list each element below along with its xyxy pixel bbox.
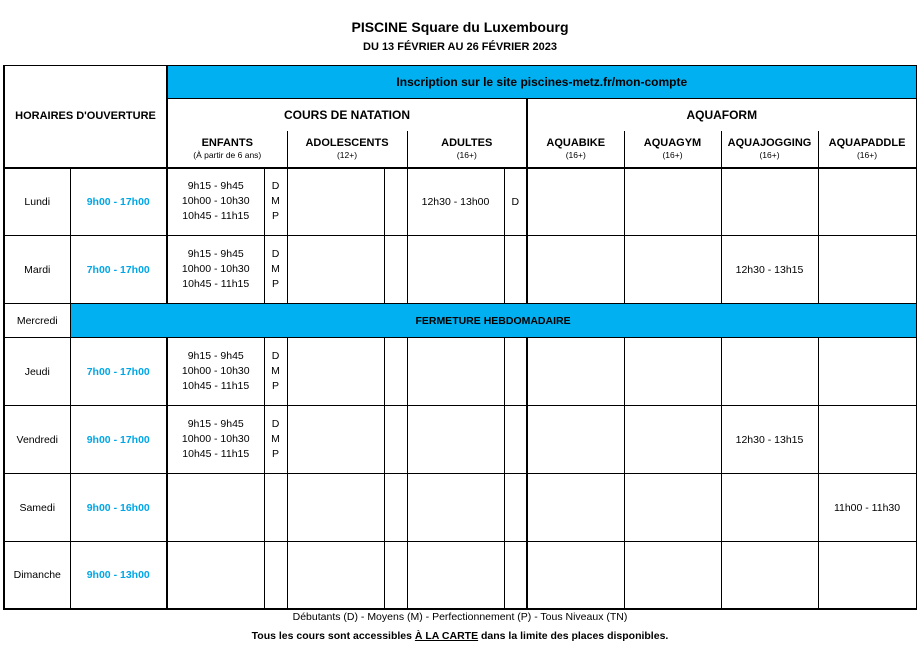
adultes-times xyxy=(407,406,504,474)
adolescents-times xyxy=(287,338,384,406)
level: D xyxy=(271,248,280,260)
row-jeudi xyxy=(4,338,916,406)
level: P xyxy=(271,210,279,223)
opening-hours: 7h00 - 17h00 xyxy=(70,236,167,304)
level: P xyxy=(271,278,279,290)
aquabike-header xyxy=(527,131,624,168)
day-name: Lundi xyxy=(4,168,70,236)
adultes-label: ADULTES xyxy=(441,137,493,149)
aquajogging-header xyxy=(721,131,818,168)
enfants-times xyxy=(167,542,264,609)
aquajogging-cell xyxy=(721,542,818,609)
level: M xyxy=(271,195,280,208)
enfants-times xyxy=(167,474,264,542)
level: P xyxy=(271,380,279,392)
level-legend: Débutants (D) - Moyens (M) - Perfectionnement (P) - Tous Niveaux (TN) xyxy=(292,611,628,623)
adultes-levels xyxy=(504,338,527,406)
time-slot: 9h15 - 9h45 xyxy=(187,350,244,362)
day-name: Mercredi xyxy=(4,304,70,338)
aquapaddle-age: (16+) xyxy=(856,150,878,160)
time-slot: 10h45 - 11h15 xyxy=(182,448,250,460)
inscription-banner: Inscription sur le site piscines-metz.fr/mon-compte xyxy=(167,66,916,99)
schedule-table xyxy=(3,65,917,610)
adultes-levels xyxy=(504,542,527,609)
adultes-times xyxy=(407,338,504,406)
level: D xyxy=(271,180,280,193)
aquabike-cell xyxy=(527,168,624,236)
enfants-age: (À partir de 6 ans) xyxy=(193,150,262,160)
header-row-1 xyxy=(4,66,916,99)
adultes-times xyxy=(407,474,504,542)
adolescents-levels xyxy=(384,474,407,542)
row-dimanche xyxy=(4,542,916,609)
time-slot: 9h15 - 9h45 xyxy=(187,248,244,260)
aquajogging-age: (16+) xyxy=(759,150,780,160)
opening-hours: 9h00 - 16h00 xyxy=(70,474,167,542)
enfants-times xyxy=(167,168,264,236)
aquabike-cell xyxy=(527,236,624,304)
row-lundi xyxy=(4,168,916,236)
aquajogging-label: AQUAJOGGING xyxy=(727,137,812,149)
adultes-levels: D xyxy=(504,168,527,236)
aquajogging-cell xyxy=(721,168,818,236)
aquapaddle-cell xyxy=(818,236,916,304)
enfants-label: ENFANTS xyxy=(201,137,253,149)
day-name: Dimanche xyxy=(4,542,70,609)
enfants-levels xyxy=(264,236,287,304)
aquagym-cell xyxy=(624,406,721,474)
adolescents-levels xyxy=(384,542,407,609)
adolescents-levels xyxy=(384,338,407,406)
page-subtitle: DU 13 FÉVRIER AU 26 FÉVRIER 2023 xyxy=(363,41,557,53)
aquajogging-cell: 12h30 - 13h15 xyxy=(721,406,818,474)
adolescents-times xyxy=(287,542,384,609)
aquapaddle-cell xyxy=(818,542,916,609)
level: M xyxy=(271,433,280,445)
access-note xyxy=(0,630,920,642)
time-slot: 9h15 - 9h45 xyxy=(187,418,244,430)
adolescents-times xyxy=(287,406,384,474)
aquapaddle-cell xyxy=(818,406,916,474)
enfants-header xyxy=(167,131,287,168)
adolescents-levels xyxy=(384,406,407,474)
aquajogging-cell xyxy=(721,474,818,542)
adultes-levels xyxy=(504,236,527,304)
row-samedi xyxy=(4,474,916,542)
enfants-times xyxy=(167,406,264,474)
aquagym-cell xyxy=(624,168,721,236)
weekly-closure-banner: FERMETURE HEBDOMADAIRE xyxy=(70,304,916,338)
access-note-end: dans la limite des places disponibles. xyxy=(478,630,669,642)
level: M xyxy=(271,365,280,377)
enfants-levels xyxy=(264,338,287,406)
day-name: Vendredi xyxy=(4,406,70,474)
adolescents-label: ADOLESCENTS xyxy=(305,137,389,149)
time-slot: 9h15 - 9h45 xyxy=(187,180,244,193)
adultes-levels xyxy=(504,406,527,474)
adultes-age: (16+) xyxy=(456,150,477,160)
adolescents-header xyxy=(287,131,407,168)
aquajogging-cell xyxy=(721,338,818,406)
time-slot: 10h45 - 11h15 xyxy=(182,278,250,290)
aquapaddle-header xyxy=(818,131,916,168)
enfants-levels xyxy=(264,542,287,609)
adolescents-times xyxy=(287,168,384,236)
level: D xyxy=(271,418,280,430)
aquabike-cell xyxy=(527,406,624,474)
adolescents-times xyxy=(287,236,384,304)
aquapaddle-label: AQUAPADDLE xyxy=(828,137,906,149)
aquagym-cell xyxy=(624,338,721,406)
opening-hours: 9h00 - 17h00 xyxy=(70,168,167,236)
adultes-times xyxy=(407,542,504,609)
time-slot: 10h00 - 10h30 xyxy=(181,195,250,208)
aquapaddle-cell xyxy=(818,338,916,406)
access-note-highlight: À LA CARTE xyxy=(414,630,479,642)
row-vendredi xyxy=(4,406,916,474)
page-title: PISCINE Square du Luxembourg xyxy=(351,19,569,35)
level: D xyxy=(271,350,280,362)
enfants-times xyxy=(167,236,264,304)
time-slot: 10h00 - 10h30 xyxy=(181,263,250,275)
opening-hours: 9h00 - 17h00 xyxy=(70,406,167,474)
natation-header: COURS DE NATATION xyxy=(167,99,527,131)
adultes-header xyxy=(407,131,527,168)
adultes-times: 12h30 - 13h00 xyxy=(407,168,504,236)
time-slot: 10h45 - 11h15 xyxy=(182,210,250,223)
aquagym-header xyxy=(624,131,721,168)
aquabike-cell xyxy=(527,338,624,406)
day-name: Jeudi xyxy=(4,338,70,406)
adolescents-levels xyxy=(384,236,407,304)
aquagym-age: (16+) xyxy=(662,150,683,160)
access-note-start: Tous les cours sont accessibles xyxy=(251,630,415,642)
level: M xyxy=(271,263,280,275)
opening-hours-header: HORAIRES D'OUVERTURE xyxy=(4,66,167,168)
adultes-levels xyxy=(504,474,527,542)
aquabike-label: AQUABIKE xyxy=(546,137,606,149)
aquapaddle-cell xyxy=(818,168,916,236)
aquabike-cell xyxy=(527,474,624,542)
aquajogging-cell: 12h30 - 13h15 xyxy=(721,236,818,304)
adolescents-levels xyxy=(384,168,407,236)
enfants-levels xyxy=(264,168,287,236)
day-name: Mardi xyxy=(4,236,70,304)
aquabike-cell xyxy=(527,542,624,609)
level: P xyxy=(271,448,279,460)
aquabike-age: (16+) xyxy=(565,150,586,160)
enfants-levels xyxy=(264,406,287,474)
adolescents-times xyxy=(287,474,384,542)
aquagym-cell xyxy=(624,474,721,542)
row-mercredi xyxy=(4,304,916,338)
opening-hours: 9h00 - 13h00 xyxy=(70,542,167,609)
row-mardi xyxy=(4,236,916,304)
adolescents-age: (12+) xyxy=(336,150,358,160)
time-slot: 10h00 - 10h30 xyxy=(181,365,250,377)
time-slot: 10h00 - 10h30 xyxy=(181,433,250,445)
enfants-times xyxy=(167,338,264,406)
aquapaddle-cell: 11h00 - 11h30 xyxy=(818,474,916,542)
aquagym-label: AQUAGYM xyxy=(643,137,702,149)
aquagym-cell xyxy=(624,542,721,609)
aquagym-cell xyxy=(624,236,721,304)
opening-hours: 7h00 - 17h00 xyxy=(70,338,167,406)
time-slot: 10h45 - 11h15 xyxy=(182,380,250,392)
enfants-levels xyxy=(264,474,287,542)
aquaform-header: AQUAFORM xyxy=(527,99,916,131)
day-name: Samedi xyxy=(4,474,70,542)
adultes-times xyxy=(407,236,504,304)
